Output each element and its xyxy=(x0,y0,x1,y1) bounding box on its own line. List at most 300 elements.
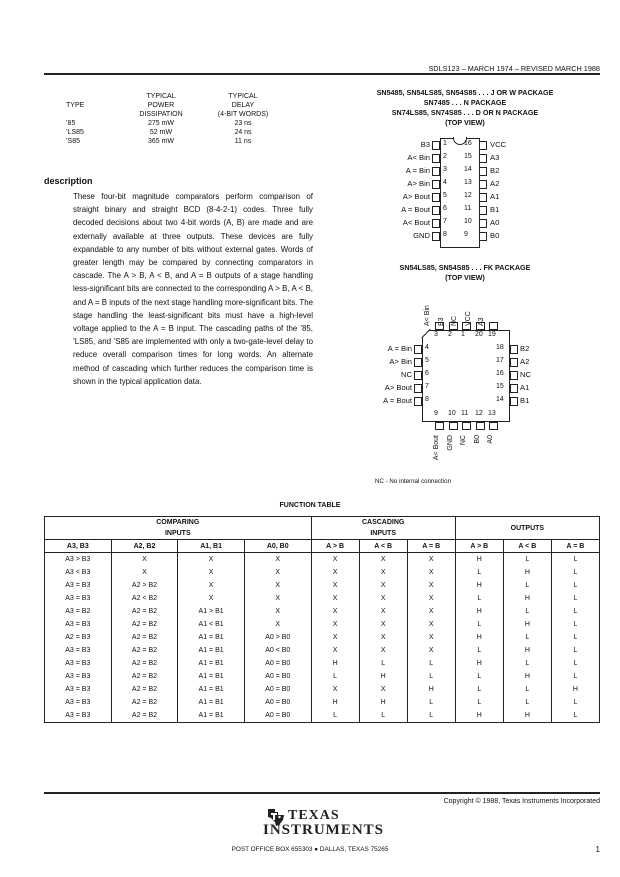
table-cell: A2 = B2 xyxy=(111,670,178,683)
dip-pin-num: 8 xyxy=(443,231,447,238)
column-header: A2, B2 xyxy=(111,540,178,553)
table-cell: X xyxy=(311,592,359,605)
perf-row xyxy=(66,119,286,128)
table-cell: L xyxy=(455,592,503,605)
column-header: A > B xyxy=(311,540,359,553)
fk-left-pin-box xyxy=(414,358,422,367)
dip-pin-num: 6 xyxy=(443,205,447,212)
perf-header: TYPICAL xyxy=(146,93,176,100)
group-header-outputs: OUTPUTS xyxy=(455,517,599,540)
table-cell: L xyxy=(503,579,551,592)
table-cell: X xyxy=(359,553,407,567)
table-cell: X xyxy=(359,631,407,644)
table-cell: L xyxy=(503,683,551,696)
table-cell: H xyxy=(503,670,551,683)
dip-pin-name: A1 xyxy=(490,192,500,201)
table-cell: X xyxy=(359,566,407,579)
table-cell: X xyxy=(407,605,455,618)
table-cell: X xyxy=(311,566,359,579)
dip-pin-name: A< Bin xyxy=(407,153,430,162)
table-cell: X xyxy=(311,631,359,644)
fk-left-pin-box xyxy=(414,384,422,393)
dip-line: (TOP VIEW) xyxy=(445,118,485,127)
group-header-inputs: INPUTS xyxy=(311,528,455,540)
table-cell: H xyxy=(551,683,599,696)
table-cell: H xyxy=(455,579,503,592)
fk-pinout xyxy=(360,290,540,470)
dip-pin-name: A2 xyxy=(490,179,500,188)
fk-left-pin-num: 4 xyxy=(425,344,429,351)
table-cell: X xyxy=(244,579,311,592)
table-cell: A3 = B3 xyxy=(45,644,112,657)
fk-left-pin-box xyxy=(414,345,422,354)
table-cell: A2 = B2 xyxy=(111,696,178,709)
perf-power: 275 mW xyxy=(147,120,175,127)
dip-line: SN5485, SN54LS85, SN54S85 . . . J OR W PACKAGE xyxy=(376,88,554,97)
table-cell: L xyxy=(455,644,503,657)
column-header: A3, B3 xyxy=(45,540,112,553)
perf-header: (4-BIT WORDS) xyxy=(217,111,269,118)
dip-pin-name: A< Bout xyxy=(402,218,430,227)
dip-pin-name: A> Bout xyxy=(402,192,430,201)
dip-pin-box xyxy=(479,206,487,215)
perf-row xyxy=(66,128,286,137)
table-cell: A3 = B3 xyxy=(45,683,112,696)
fk-top-pin-name: VCC xyxy=(465,311,472,326)
doc-id: SDLS123 – MARCH 1974 – REVISED MARCH 1988 xyxy=(428,64,600,73)
fk-right-pin-num: 16 xyxy=(496,370,504,377)
table-cell: L xyxy=(551,566,599,579)
dip-pin-num: 10 xyxy=(464,218,472,225)
table-cell: L xyxy=(551,618,599,631)
table-cell: H xyxy=(503,709,551,723)
fk-left-pin-num: 5 xyxy=(425,357,429,364)
dip-pin-num: 16 xyxy=(464,140,472,147)
table-cell: X xyxy=(178,566,245,579)
fk-right-pin-name: B1 xyxy=(520,396,530,405)
table-cell: H xyxy=(503,592,551,605)
table-cell: H xyxy=(503,644,551,657)
table-cell: A3 = B3 xyxy=(45,709,112,723)
fk-left-pin-name: NC xyxy=(401,370,412,379)
dip-line: SN7485 . . . N PACKAGE xyxy=(423,98,507,107)
table-cell: L xyxy=(455,683,503,696)
table-cell: L xyxy=(551,709,599,723)
table-cell: A3 = B3 xyxy=(45,670,112,683)
table-cell: X xyxy=(359,579,407,592)
table-row xyxy=(45,631,600,644)
fk-package-title xyxy=(330,263,600,283)
table-cell: A0 = B0 xyxy=(244,696,311,709)
table-cell: A1 = B1 xyxy=(178,644,245,657)
fk-bottom-pin-box xyxy=(449,422,458,430)
table-cell: L xyxy=(551,644,599,657)
table-cell: X xyxy=(111,566,178,579)
fk-bottom-pin-box xyxy=(476,422,485,430)
dip-pin-box xyxy=(432,193,440,202)
table-cell: A1 > B1 xyxy=(178,605,245,618)
fk-right-pin-name: NC xyxy=(520,370,531,379)
fk-line: SN54LS85, SN54S85 . . . FK PACKAGE xyxy=(399,263,531,272)
column-header: A = B xyxy=(551,540,599,553)
fk-bottom-pin-num: 11 xyxy=(461,410,469,417)
fk-left-pin-num: 8 xyxy=(425,396,429,403)
perf-type: ’85 xyxy=(66,120,76,127)
fk-left-pin-name: A = Bout xyxy=(383,396,412,405)
dip-pinout xyxy=(370,138,550,248)
dip-pin-num: 14 xyxy=(464,166,472,173)
column-header-row xyxy=(45,540,600,553)
table-cell: X xyxy=(178,579,245,592)
table-cell: L xyxy=(503,553,551,567)
table-cell: A3 = B3 xyxy=(45,592,112,605)
fk-bottom-pin-name: A< Bout xyxy=(433,435,440,461)
table-cell: H xyxy=(455,631,503,644)
brand-line-2: INSTRUMENTS xyxy=(263,822,385,838)
dip-line: SN74LS85, SN74S85 . . . D OR N PACKAGE xyxy=(391,108,539,117)
fk-top-pin-num: 19 xyxy=(488,331,496,338)
table-cell: H xyxy=(359,670,407,683)
table-cell: A3 = B3 xyxy=(45,657,112,670)
fk-bottom-pin-num: 13 xyxy=(488,410,496,417)
table-cell: L xyxy=(551,696,599,709)
table-cell: L xyxy=(551,657,599,670)
table-cell: X xyxy=(244,618,311,631)
column-header: A1, B1 xyxy=(178,540,245,553)
group-header-cascading: CASCADING xyxy=(311,517,455,529)
dip-pin-box xyxy=(432,232,440,241)
dip-pin-box xyxy=(432,180,440,189)
table-cell: A2 < B2 xyxy=(111,592,178,605)
column-header: A = B xyxy=(407,540,455,553)
table-cell: A0 < B0 xyxy=(244,644,311,657)
table-cell: H xyxy=(311,696,359,709)
fk-bottom-pin-num: 9 xyxy=(434,410,438,417)
dip-pin-num: 13 xyxy=(464,179,472,186)
dip-pin-num: 2 xyxy=(443,153,447,160)
nc-note: NC - No internal connection xyxy=(375,478,452,485)
fk-right-pin-box xyxy=(510,371,518,380)
table-cell: H xyxy=(455,657,503,670)
dip-pin-name: B0 xyxy=(490,231,500,240)
table-cell: H xyxy=(407,683,455,696)
perf-header: DELAY xyxy=(231,102,255,109)
fk-right-pin-num: 18 xyxy=(496,344,504,351)
table-cell: X xyxy=(244,605,311,618)
fk-right-pin-name: A1 xyxy=(520,383,530,392)
perf-header-row-3 xyxy=(66,110,286,119)
dip-pin-box xyxy=(479,167,487,176)
table-row xyxy=(45,579,600,592)
fk-left-pin-name: A> Bin xyxy=(389,357,412,366)
fk-top-pin-num: 20 xyxy=(475,331,483,338)
fk-left-pin-box xyxy=(414,371,422,380)
fk-left-pin-box xyxy=(414,397,422,406)
table-cell: A2 = B3 xyxy=(45,631,112,644)
table-cell: L xyxy=(311,709,359,723)
dip-pin-num: 4 xyxy=(443,179,447,186)
table-cell: L xyxy=(503,657,551,670)
fk-right-pin-box xyxy=(510,358,518,367)
table-cell: A0 = B0 xyxy=(244,683,311,696)
dip-pin-box xyxy=(432,167,440,176)
table-row xyxy=(45,657,600,670)
perf-header: DISSIPATION xyxy=(139,111,183,118)
table-cell: X xyxy=(178,592,245,605)
fk-left-pin-name: A = Bin xyxy=(387,344,412,353)
dip-pin-num: 11 xyxy=(464,205,472,212)
dip-pin-box xyxy=(479,219,487,228)
table-row xyxy=(45,618,600,631)
fk-top-pin-num: 3 xyxy=(434,331,438,338)
table-cell: A3 > B3 xyxy=(45,553,112,567)
table-cell: X xyxy=(244,553,311,567)
fk-right-pin-num: 17 xyxy=(496,357,504,364)
table-cell: L xyxy=(359,657,407,670)
fk-right-pin-num: 15 xyxy=(496,383,504,390)
table-cell: A1 < B1 xyxy=(178,618,245,631)
perf-header: POWER xyxy=(147,102,175,109)
header-rule xyxy=(44,73,600,75)
fk-right-pin-box xyxy=(510,397,518,406)
perf-power: 52 mW xyxy=(149,129,173,136)
perf-rows xyxy=(66,119,286,146)
table-cell: X xyxy=(244,566,311,579)
table-cell: X xyxy=(407,566,455,579)
table-cell: A1 = B1 xyxy=(178,657,245,670)
fk-right-pin-name: A2 xyxy=(520,357,530,366)
dip-pin-name: A0 xyxy=(490,218,500,227)
dip-pin-num: 1 xyxy=(443,140,447,147)
table-cell: L xyxy=(407,670,455,683)
perf-header: TYPE xyxy=(66,102,85,109)
fk-bottom-pin-name: GND xyxy=(447,435,454,451)
table-cell: X xyxy=(359,644,407,657)
dip-pin-box xyxy=(479,154,487,163)
table-cell: X xyxy=(111,553,178,567)
table-cell: A2 = B2 xyxy=(111,605,178,618)
fk-bottom-pin-name: B0 xyxy=(474,435,481,444)
table-cell: H xyxy=(503,566,551,579)
table-cell: L xyxy=(551,605,599,618)
dip-pin-box xyxy=(479,180,487,189)
fk-top-pin-num: 2 xyxy=(448,331,452,338)
perf-header xyxy=(66,110,122,119)
table-row xyxy=(45,553,600,567)
table-cell: A2 = B2 xyxy=(111,631,178,644)
table-cell: X xyxy=(311,618,359,631)
table-cell: A3 < B3 xyxy=(45,566,112,579)
table-cell: X xyxy=(407,553,455,567)
perf-power: 365 mW xyxy=(147,138,175,145)
table-cell: L xyxy=(455,618,503,631)
perf-header xyxy=(66,92,122,101)
table-cell: H xyxy=(455,605,503,618)
dip-pin-name: VCC xyxy=(490,140,507,149)
table-cell: L xyxy=(503,605,551,618)
table-cell: X xyxy=(311,683,359,696)
table-cell: H xyxy=(359,696,407,709)
fk-bottom-pin-num: 12 xyxy=(475,410,483,417)
column-header: A0, B0 xyxy=(244,540,311,553)
dip-pin-num: 15 xyxy=(464,153,472,160)
table-cell: H xyxy=(503,618,551,631)
table-cell: X xyxy=(311,579,359,592)
dip-pin-box xyxy=(479,141,487,150)
table-row xyxy=(45,566,600,579)
perf-delay: 11 ns xyxy=(234,138,252,145)
fk-top-pin-name: NC xyxy=(451,315,458,326)
table-cell: L xyxy=(551,579,599,592)
table-cell: L xyxy=(359,709,407,723)
table-cell: A1 = B1 xyxy=(178,709,245,723)
fk-bottom-pin-box xyxy=(489,422,498,430)
perf-delay: 24 ns xyxy=(234,129,252,136)
table-cell: A0 = B0 xyxy=(244,657,311,670)
dip-pin-name: A = Bout xyxy=(401,205,430,214)
perf-header-row-1 xyxy=(66,92,286,101)
dip-pin-name: B2 xyxy=(490,166,500,175)
table-cell: A3 = B2 xyxy=(45,605,112,618)
copyright: Copyright © 1988, Texas Instruments Incorporated xyxy=(443,798,600,805)
table-cell: L xyxy=(407,696,455,709)
dip-pin-num: 12 xyxy=(464,192,472,199)
brand-line-1: TEXAS xyxy=(288,808,340,823)
table-cell: A3 = B3 xyxy=(45,579,112,592)
dip-pin-num: 3 xyxy=(443,166,447,173)
table-cell: L xyxy=(455,670,503,683)
table-row xyxy=(45,683,600,696)
table-cell: A2 > B2 xyxy=(111,579,178,592)
fk-bottom-pin-name: A0 xyxy=(487,435,494,444)
table-row xyxy=(45,696,600,709)
table-row xyxy=(45,644,600,657)
perf-delay: 23 ns xyxy=(234,120,252,127)
table-cell: X xyxy=(311,605,359,618)
table-cell: A0 > B0 xyxy=(244,631,311,644)
dip-pin-box xyxy=(432,206,440,215)
perf-header: TYPICAL xyxy=(228,93,258,100)
fk-right-pin-box xyxy=(510,345,518,354)
fk-bottom-pin-box xyxy=(435,422,444,430)
table-cell: L xyxy=(503,696,551,709)
fk-left-pin-name: A> Bout xyxy=(384,383,412,392)
dip-pin-box xyxy=(479,193,487,202)
fk-top-pin-name: B3 xyxy=(438,317,445,326)
table-cell: A1 = B1 xyxy=(178,696,245,709)
table-cell: L xyxy=(407,709,455,723)
table-cell: H xyxy=(455,553,503,567)
table-cell: L xyxy=(503,631,551,644)
table-row xyxy=(45,592,600,605)
fk-bottom-pin-box xyxy=(462,422,471,430)
address: POST OFFICE BOX 655303 ● DALLAS, TEXAS 75265 xyxy=(231,846,389,853)
table-cell: A0 = B0 xyxy=(244,709,311,723)
function-table-body xyxy=(45,553,600,723)
fk-left-pin-num: 7 xyxy=(425,383,429,390)
dip-pin-name: A3 xyxy=(490,153,500,162)
table-cell: A3 = B3 xyxy=(45,696,112,709)
fk-bottom-pin-name: NC xyxy=(460,435,467,446)
table-cell: A0 = B0 xyxy=(244,670,311,683)
group-header-comparing: COMPARING xyxy=(45,517,312,529)
column-header: A > B xyxy=(455,540,503,553)
table-cell: X xyxy=(359,605,407,618)
column-header: A < B xyxy=(359,540,407,553)
dip-pin-name: A = Bin xyxy=(405,166,430,175)
perf-row xyxy=(66,137,286,146)
perf-type: ’LS85 xyxy=(66,129,84,136)
table-row xyxy=(45,605,600,618)
function-table xyxy=(44,516,600,723)
table-cell: A1 = B1 xyxy=(178,631,245,644)
footer-rule xyxy=(44,792,600,794)
dip-pin-num: 5 xyxy=(443,192,447,199)
column-header: A < B xyxy=(503,540,551,553)
dip-pin-box xyxy=(432,141,440,150)
fk-top-pin-name: A< Bin xyxy=(424,305,431,326)
table-cell: A2 = B2 xyxy=(111,657,178,670)
dip-package-title xyxy=(330,88,600,128)
table-cell: A2 = B2 xyxy=(111,683,178,696)
performance-table xyxy=(66,92,286,146)
table-cell: X xyxy=(359,683,407,696)
table-row xyxy=(45,670,600,683)
table-cell: X xyxy=(407,618,455,631)
dip-pin-num: 9 xyxy=(464,231,468,238)
table-cell: A2 = B2 xyxy=(111,618,178,631)
dip-pin-name: B3 xyxy=(420,140,430,149)
table-cell: X xyxy=(407,644,455,657)
table-cell: X xyxy=(311,644,359,657)
table-cell: H xyxy=(311,657,359,670)
table-cell: X xyxy=(244,592,311,605)
dip-pin-name: GND xyxy=(413,231,430,240)
description-body: These four-bit magnitude comparators perform comparison of straight binary and straight BCD (8-4-2-1) codes. Three fully decoded decisions about two 4-bit words (A, B) are made and are externally available at three outputs. These devices are fully expandable to any number of bits without external gates. Words of greater length may be compared by connecting comparators in cascade. The A > B, A < B, and A = B outputs of a stage handling less-significant bits are connected to the corresponding A > B, A < B, and A = B inputs of the next stage handling more-significant bits. The stage handling the least-significant bits must have a high-level voltage applied to the A = B input. The cascading paths of the ’85, ’LS85, and ’S85 are implemented with only a two-gate-level delay to reduce overall comparison times for long words. An alternate method of cascading which further reduces the comparison time is shown in the typical application data. xyxy=(73,192,314,386)
fk-top-pin-num: 1 xyxy=(461,331,465,338)
fk-left-pin-num: 6 xyxy=(425,370,429,377)
table-cell: X xyxy=(311,553,359,567)
table-cell: H xyxy=(455,709,503,723)
fk-top-pin-box xyxy=(489,322,498,330)
dip-pin-box xyxy=(432,154,440,163)
table-cell: L xyxy=(551,592,599,605)
perf-header-row-2 xyxy=(66,101,286,110)
table-cell: L xyxy=(407,657,455,670)
table-cell: L xyxy=(551,553,599,567)
perf-type: ’S85 xyxy=(66,138,81,145)
table-cell: X xyxy=(359,618,407,631)
dip-pin-name: B1 xyxy=(490,205,500,214)
group-header-inputs: INPUTS xyxy=(45,528,312,540)
table-cell: L xyxy=(551,670,599,683)
function-table-title: FUNCTION TABLE xyxy=(279,502,341,509)
table-cell: X xyxy=(178,553,245,567)
table-cell: A2 = B2 xyxy=(111,644,178,657)
table-cell: A3 = B3 xyxy=(45,618,112,631)
table-cell: X xyxy=(407,579,455,592)
table-cell: L xyxy=(455,566,503,579)
table-row xyxy=(45,709,600,723)
table-cell: X xyxy=(407,592,455,605)
fk-right-pin-num: 14 xyxy=(496,396,504,403)
fk-right-pin-box xyxy=(510,384,518,393)
page-number: 1 xyxy=(595,845,600,854)
table-cell: X xyxy=(359,592,407,605)
table-cell: X xyxy=(407,631,455,644)
dip-pin-name: A> Bin xyxy=(407,179,430,188)
fk-top-pin-name: A3 xyxy=(478,317,485,326)
